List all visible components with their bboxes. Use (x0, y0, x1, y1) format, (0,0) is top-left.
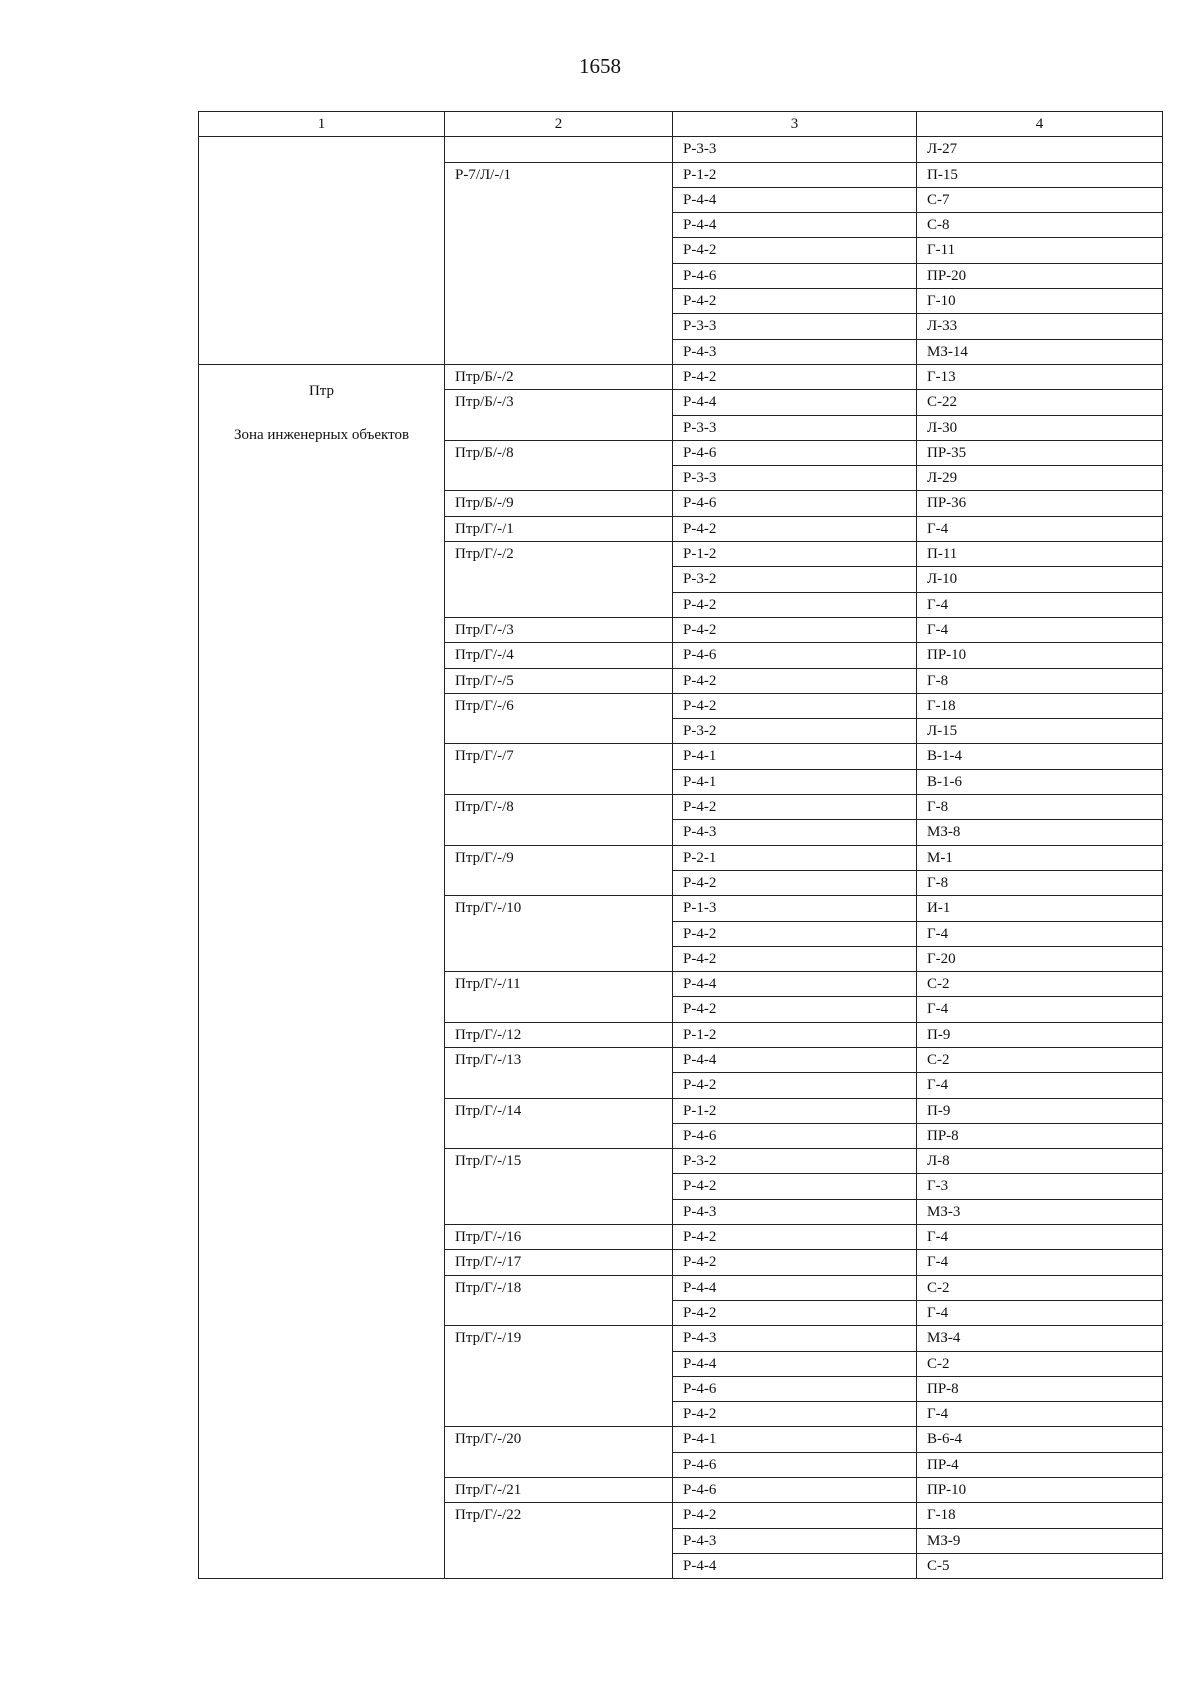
category-cell: Р-2-1 (673, 845, 917, 870)
column-header-4: 4 (917, 112, 1163, 137)
category-cell: Р-4-3 (673, 820, 917, 845)
category-cell: Р-4-2 (673, 516, 917, 541)
page-number: 1658 (579, 54, 621, 78)
category-cell: Р-4-2 (673, 289, 917, 314)
object-code-cell: Птр/Г/-/8 (445, 795, 673, 846)
object-code-cell: Птр/Г/-/7 (445, 744, 673, 795)
index-cell: Г-8 (917, 795, 1163, 820)
category-cell: Р-4-2 (673, 1073, 917, 1098)
zone-code: Птр (308, 382, 335, 399)
index-cell: ПР-20 (917, 263, 1163, 288)
object-code-cell: Птр/Г/-/4 (445, 643, 673, 668)
object-code-cell: Птр/Б/-/3 (445, 390, 673, 441)
index-cell: МЗ-9 (917, 1528, 1163, 1553)
data-table (198, 111, 1163, 1579)
object-code-cell: Птр/Г/-/18 (445, 1275, 673, 1326)
index-cell: ПР-10 (917, 643, 1163, 668)
index-cell: Г-20 (917, 946, 1163, 971)
index-cell: Л-29 (917, 466, 1163, 491)
category-cell: Р-1-2 (673, 1022, 917, 1047)
category-cell: Р-4-2 (673, 668, 917, 693)
category-cell: Р-4-2 (673, 997, 917, 1022)
object-code-cell: Птр/Г/-/13 (445, 1047, 673, 1098)
index-cell: Л-27 (917, 137, 1163, 162)
index-cell: Г-4 (917, 997, 1163, 1022)
index-cell: П-11 (917, 542, 1163, 567)
table-row (199, 137, 1163, 162)
zone-name: Зона инженерных объектов (233, 426, 410, 443)
column-header-3: 3 (673, 112, 917, 137)
index-cell: Г-4 (917, 617, 1163, 642)
object-code-cell: Птр/Г/-/20 (445, 1427, 673, 1478)
category-cell: Р-4-2 (673, 1174, 917, 1199)
category-cell: Р-4-6 (673, 263, 917, 288)
object-code-cell (445, 137, 673, 162)
category-cell: Р-4-3 (673, 339, 917, 364)
index-cell: ПР-36 (917, 491, 1163, 516)
object-code-cell: Птр/Г/-/1 (445, 516, 673, 541)
index-cell: М-1 (917, 845, 1163, 870)
category-cell: Р-1-2 (673, 542, 917, 567)
index-cell: Г-4 (917, 1300, 1163, 1325)
object-code-cell: Птр/Г/-/2 (445, 542, 673, 618)
category-cell: Р-4-4 (673, 1351, 917, 1376)
category-cell: Р-4-2 (673, 238, 917, 263)
column-header-1: 1 (199, 112, 445, 137)
index-cell: Г-3 (917, 1174, 1163, 1199)
zone-cell (199, 364, 445, 1578)
category-cell: Р-3-3 (673, 137, 917, 162)
category-cell: Р-4-2 (673, 693, 917, 718)
index-cell: Л-10 (917, 567, 1163, 592)
index-cell: Г-18 (917, 693, 1163, 718)
index-cell: Г-10 (917, 289, 1163, 314)
category-cell: Р-4-6 (673, 440, 917, 465)
index-cell: С-22 (917, 390, 1163, 415)
category-cell: Р-4-6 (673, 643, 917, 668)
index-cell: ПР-4 (917, 1452, 1163, 1477)
category-cell: Р-4-2 (673, 870, 917, 895)
category-cell: Р-4-2 (673, 1250, 917, 1275)
category-cell: Р-4-2 (673, 1503, 917, 1528)
index-cell: С-8 (917, 213, 1163, 238)
index-cell: МЗ-4 (917, 1326, 1163, 1351)
index-cell: П-15 (917, 162, 1163, 187)
category-cell: Р-4-2 (673, 1300, 917, 1325)
index-cell: В-1-6 (917, 769, 1163, 794)
category-cell: Р-4-4 (673, 390, 917, 415)
index-cell: ПР-8 (917, 1123, 1163, 1148)
object-code-cell: Птр/Г/-/14 (445, 1098, 673, 1149)
object-code-cell: Птр/Г/-/17 (445, 1250, 673, 1275)
category-cell: Р-3-3 (673, 466, 917, 491)
category-cell: Р-4-3 (673, 1326, 917, 1351)
category-cell: Р-3-2 (673, 567, 917, 592)
category-cell: Р-4-4 (673, 1553, 917, 1578)
index-cell: Л-33 (917, 314, 1163, 339)
object-code-cell: Птр/Г/-/15 (445, 1149, 673, 1225)
category-cell: Р-4-2 (673, 921, 917, 946)
category-cell: Р-1-2 (673, 162, 917, 187)
category-cell: Р-4-6 (673, 1478, 917, 1503)
category-cell: Р-3-2 (673, 1149, 917, 1174)
category-cell: Р-1-2 (673, 1098, 917, 1123)
object-code-cell: Птр/Г/-/6 (445, 693, 673, 744)
category-cell: Р-4-2 (673, 364, 917, 389)
index-cell: С-2 (917, 1275, 1163, 1300)
index-cell: Г-18 (917, 1503, 1163, 1528)
index-cell: Г-4 (917, 1250, 1163, 1275)
object-code-cell: Птр/Г/-/3 (445, 617, 673, 642)
category-cell: Р-4-2 (673, 946, 917, 971)
object-code-cell: Птр/Г/-/9 (445, 845, 673, 896)
category-cell: Р-4-4 (673, 213, 917, 238)
object-code-cell: Птр/Г/-/5 (445, 668, 673, 693)
index-cell: П-9 (917, 1098, 1163, 1123)
category-cell: Р-4-6 (673, 1376, 917, 1401)
category-cell: Р-4-2 (673, 795, 917, 820)
index-cell: И-1 (917, 896, 1163, 921)
index-cell: П-9 (917, 1022, 1163, 1047)
index-cell: ПР-10 (917, 1478, 1163, 1503)
category-cell: Р-4-1 (673, 1427, 917, 1452)
index-cell: ПР-35 (917, 440, 1163, 465)
category-cell: Р-4-2 (673, 1225, 917, 1250)
index-cell: Г-13 (917, 364, 1163, 389)
category-cell: Р-3-3 (673, 415, 917, 440)
index-cell: Г-4 (917, 592, 1163, 617)
index-cell: С-2 (917, 972, 1163, 997)
index-cell: В-6-4 (917, 1427, 1163, 1452)
object-code-cell: Птр/Г/-/21 (445, 1478, 673, 1503)
category-cell: Р-4-1 (673, 744, 917, 769)
index-cell: Г-4 (917, 1073, 1163, 1098)
index-cell: С-7 (917, 187, 1163, 212)
object-code-cell: Птр/Б/-/8 (445, 440, 673, 491)
index-cell: Г-4 (917, 1225, 1163, 1250)
index-cell: МЗ-8 (917, 820, 1163, 845)
index-cell: В-1-4 (917, 744, 1163, 769)
category-cell: Р-4-4 (673, 1047, 917, 1072)
column-header-2: 2 (445, 112, 673, 137)
object-code-cell: Птр/Г/-/22 (445, 1503, 673, 1579)
index-cell: Г-4 (917, 516, 1163, 541)
object-code-cell: Птр/Б/-/2 (445, 364, 673, 389)
index-cell: Г-8 (917, 668, 1163, 693)
category-cell: Р-4-2 (673, 592, 917, 617)
category-cell: Р-1-3 (673, 896, 917, 921)
index-cell: Г-4 (917, 921, 1163, 946)
category-cell: Р-4-6 (673, 1123, 917, 1148)
object-code-cell: Птр/Г/-/10 (445, 896, 673, 972)
object-code-cell: Р-7/Л/-/1 (445, 162, 673, 364)
table-header-row (199, 112, 1163, 137)
zone-cell (199, 137, 445, 365)
category-cell: Р-4-4 (673, 187, 917, 212)
category-cell: Р-4-3 (673, 1199, 917, 1224)
index-cell: Л-15 (917, 719, 1163, 744)
category-cell: Р-3-2 (673, 719, 917, 744)
table-body (199, 137, 1163, 1579)
index-cell: ПР-8 (917, 1376, 1163, 1401)
object-code-cell: Птр/Г/-/19 (445, 1326, 673, 1427)
category-cell: Р-4-4 (673, 1275, 917, 1300)
category-cell: Р-4-2 (673, 1402, 917, 1427)
index-cell: МЗ-14 (917, 339, 1163, 364)
index-cell: С-2 (917, 1351, 1163, 1376)
index-cell: С-5 (917, 1553, 1163, 1578)
table-row (199, 364, 1163, 389)
object-code-cell: Птр/Г/-/11 (445, 972, 673, 1023)
object-code-cell: Птр/Г/-/12 (445, 1022, 673, 1047)
index-cell: Г-8 (917, 870, 1163, 895)
object-code-cell: Птр/Б/-/9 (445, 491, 673, 516)
category-cell: Р-4-2 (673, 617, 917, 642)
index-cell: МЗ-3 (917, 1199, 1163, 1224)
index-cell: Л-8 (917, 1149, 1163, 1174)
object-code-cell: Птр/Г/-/16 (445, 1225, 673, 1250)
category-cell: Р-4-6 (673, 491, 917, 516)
category-cell: Р-3-3 (673, 314, 917, 339)
index-cell: Г-11 (917, 238, 1163, 263)
category-cell: Р-4-6 (673, 1452, 917, 1477)
category-cell: Р-4-4 (673, 972, 917, 997)
index-cell: С-2 (917, 1047, 1163, 1072)
index-cell: Л-30 (917, 415, 1163, 440)
category-cell: Р-4-3 (673, 1528, 917, 1553)
category-cell: Р-4-1 (673, 769, 917, 794)
index-cell: Г-4 (917, 1402, 1163, 1427)
